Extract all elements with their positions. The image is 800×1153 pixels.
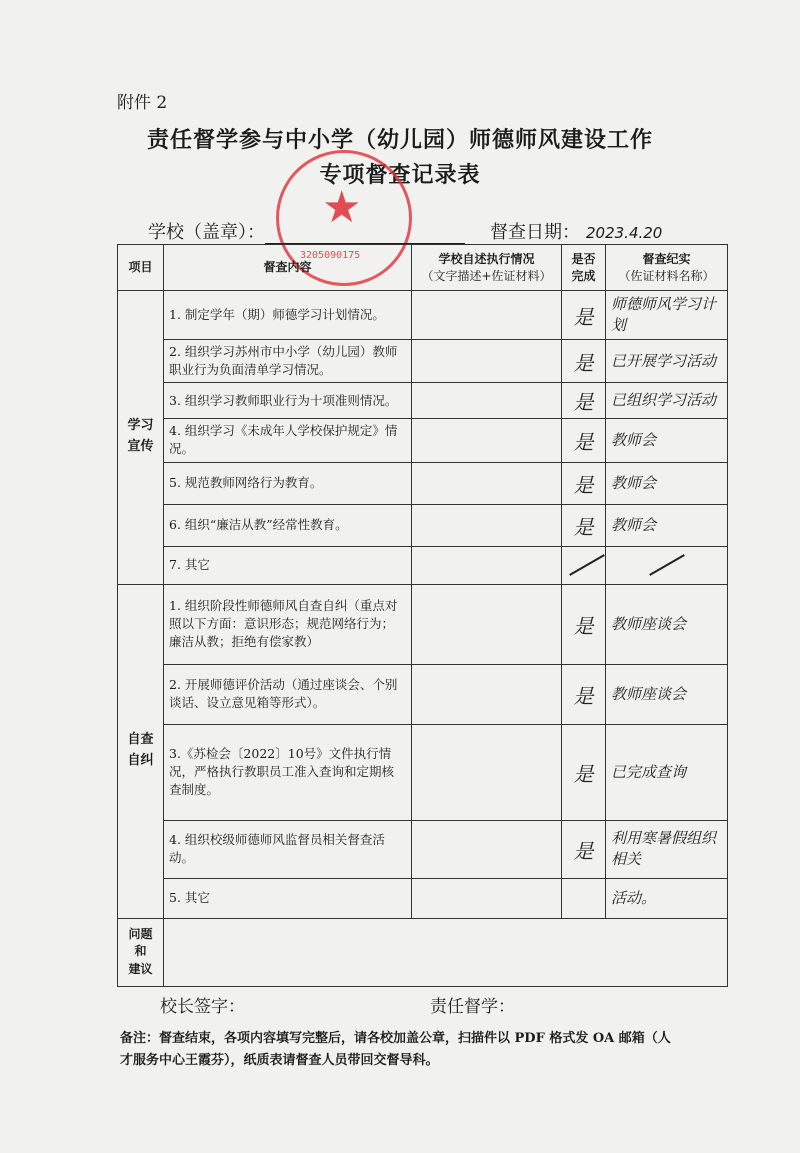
completed-cell: 是	[562, 724, 606, 820]
category-issues	[118, 918, 164, 986]
header-evidence	[606, 245, 728, 291]
header-self-report-title: 学校自述执行情况	[438, 252, 535, 267]
table-row	[118, 584, 728, 664]
issues-line2: 和	[134, 944, 147, 959]
completed-cell: 是	[562, 504, 606, 546]
supervisor-signature-field	[430, 992, 521, 1017]
header-completed-line2: 完成	[571, 268, 596, 283]
item-content: 2. 开展师德评价活动（通过座谈会、个别谈话、设立意见箱等形式）。	[164, 664, 412, 724]
issues-line3: 建议	[128, 961, 153, 976]
table-row	[118, 419, 728, 462]
self-report-cell	[412, 340, 562, 383]
slash-mark	[569, 554, 605, 576]
official-seal-code: 3205090175	[300, 250, 361, 261]
evidence-cell: 已完成查询	[606, 724, 728, 820]
evidence-cell: 已开展学习活动	[606, 340, 728, 383]
official-seal-star-icon: ★	[322, 182, 362, 233]
self-report-cell	[412, 546, 562, 584]
category-study-publicity	[118, 291, 164, 585]
header-evidence-sub: （佐证材料名称）	[618, 268, 715, 283]
table-row	[118, 820, 728, 878]
table-row	[118, 383, 728, 419]
self-report-cell	[412, 462, 562, 504]
category-line1: 学习	[127, 418, 154, 434]
completed-cell: 是	[562, 664, 606, 724]
school-underline	[265, 225, 465, 244]
principal-signature-field	[160, 992, 251, 1017]
self-report-cell	[412, 291, 562, 340]
category-line2: 自纠	[127, 753, 154, 768]
completed-cell: 是	[562, 820, 606, 878]
table-header-row	[118, 245, 728, 291]
table-row	[118, 546, 728, 584]
header-self-report	[412, 245, 562, 291]
table-row	[118, 340, 728, 383]
date-field	[490, 218, 662, 244]
inspection-table	[117, 244, 728, 987]
header-completed	[562, 245, 606, 291]
evidence-cell: 师德师风学习计划	[606, 291, 728, 340]
table-row	[118, 462, 728, 504]
item-content: 5. 其它	[164, 878, 412, 918]
item-content: 3. 组织学习教师职业行为十项准则情况。	[164, 383, 412, 419]
table-row-issues	[118, 918, 728, 986]
document-title-line1: 责任督学参与中小学（幼儿园）师德师风建设工作	[146, 127, 653, 153]
completed-cell: 是	[562, 291, 606, 340]
document-title-line2: 专项督查记录表	[319, 162, 481, 188]
item-content: 3.《苏检会〔2022〕10号》文件执行情况，严格执行教职员工准入查询和定期核查制度。	[164, 724, 412, 820]
date-label: 督查日期：	[490, 222, 580, 243]
item-content: 7. 其它	[164, 546, 412, 584]
category-line1: 自查	[127, 732, 154, 748]
table-row	[118, 504, 728, 546]
completed-cell: 是	[562, 419, 606, 462]
table-row	[118, 724, 728, 820]
item-content: 5. 规范教师网络行为教育。	[164, 462, 412, 504]
school-field	[148, 218, 465, 244]
evidence-cell: 已组织学习活动	[606, 383, 728, 419]
completed-cell: 是	[562, 584, 606, 664]
date-value: 2023.4.20	[586, 224, 663, 242]
self-report-cell	[412, 383, 562, 419]
self-report-cell	[412, 419, 562, 462]
header-evidence-title: 督查纪实	[642, 252, 691, 267]
category-line2: 宣传	[127, 439, 154, 455]
issues-line1: 问题	[128, 926, 153, 941]
table-row	[118, 291, 728, 340]
header-content: 督查内容	[164, 245, 412, 291]
table-row	[118, 664, 728, 724]
item-content: 4. 组织学习《未成年人学校保护规定》情况。	[164, 419, 412, 462]
footnote: 备注：督查结束，各项内容填写完整后，请各校加盖公章，扫描件以 PDF 格式发 OA 邮箱（人才服务中心王霞芬），纸质表请督查人员带回交督导科。	[120, 1031, 671, 1069]
completed-cell: 是	[562, 462, 606, 504]
principal-label: 校长签字：	[160, 997, 245, 1017]
item-content: 4. 组织校级师德师风监督员相关督查活动。	[164, 820, 412, 878]
school-label: 学校（盖章）：	[148, 222, 265, 243]
self-report-cell	[412, 584, 562, 664]
item-content: 2. 组织学习苏州市中小学（幼儿园）教师职业行为负面清单学习情况。	[164, 340, 412, 383]
evidence-cell: 活动。	[606, 878, 728, 918]
evidence-cell: 教师会	[606, 419, 728, 462]
header-self-report-sub: （文字描述+佐证材料）	[421, 268, 552, 283]
header-project: 项目	[118, 245, 164, 291]
evidence-cell-slash	[606, 546, 728, 584]
table-row	[118, 878, 728, 918]
attachment-label: 附件 2	[117, 93, 168, 113]
completed-cell: 是	[562, 383, 606, 419]
self-report-cell	[412, 878, 562, 918]
category-self-inspection	[118, 584, 164, 918]
issues-content-cell	[164, 918, 728, 986]
completed-cell: 是	[562, 340, 606, 383]
evidence-cell: 教师座谈会	[606, 664, 728, 724]
completed-cell-slash	[562, 546, 606, 584]
completed-cell	[562, 878, 606, 918]
self-report-cell	[412, 820, 562, 878]
self-report-cell	[412, 504, 562, 546]
item-content: 1. 组织阶段性师德师风自查自纠（重点对照以下方面：意识形态；规范网络行为；廉洁从教；拒绝有偿家教）	[164, 584, 412, 664]
evidence-cell: 教师会	[606, 462, 728, 504]
evidence-cell: 利用寒暑假组织相关	[606, 820, 728, 878]
item-content: 6. 组织“廉洁从教”经常性教育。	[164, 504, 412, 546]
item-content: 1. 制定学年（期）师德学习计划情况。	[164, 291, 412, 340]
self-report-cell	[412, 664, 562, 724]
evidence-cell: 教师会	[606, 504, 728, 546]
header-completed-line1: 是否	[571, 252, 596, 267]
supervisor-label: 责任督学：	[430, 997, 515, 1017]
self-report-cell	[412, 724, 562, 820]
evidence-cell: 教师座谈会	[606, 584, 728, 664]
slash-mark	[649, 554, 685, 576]
